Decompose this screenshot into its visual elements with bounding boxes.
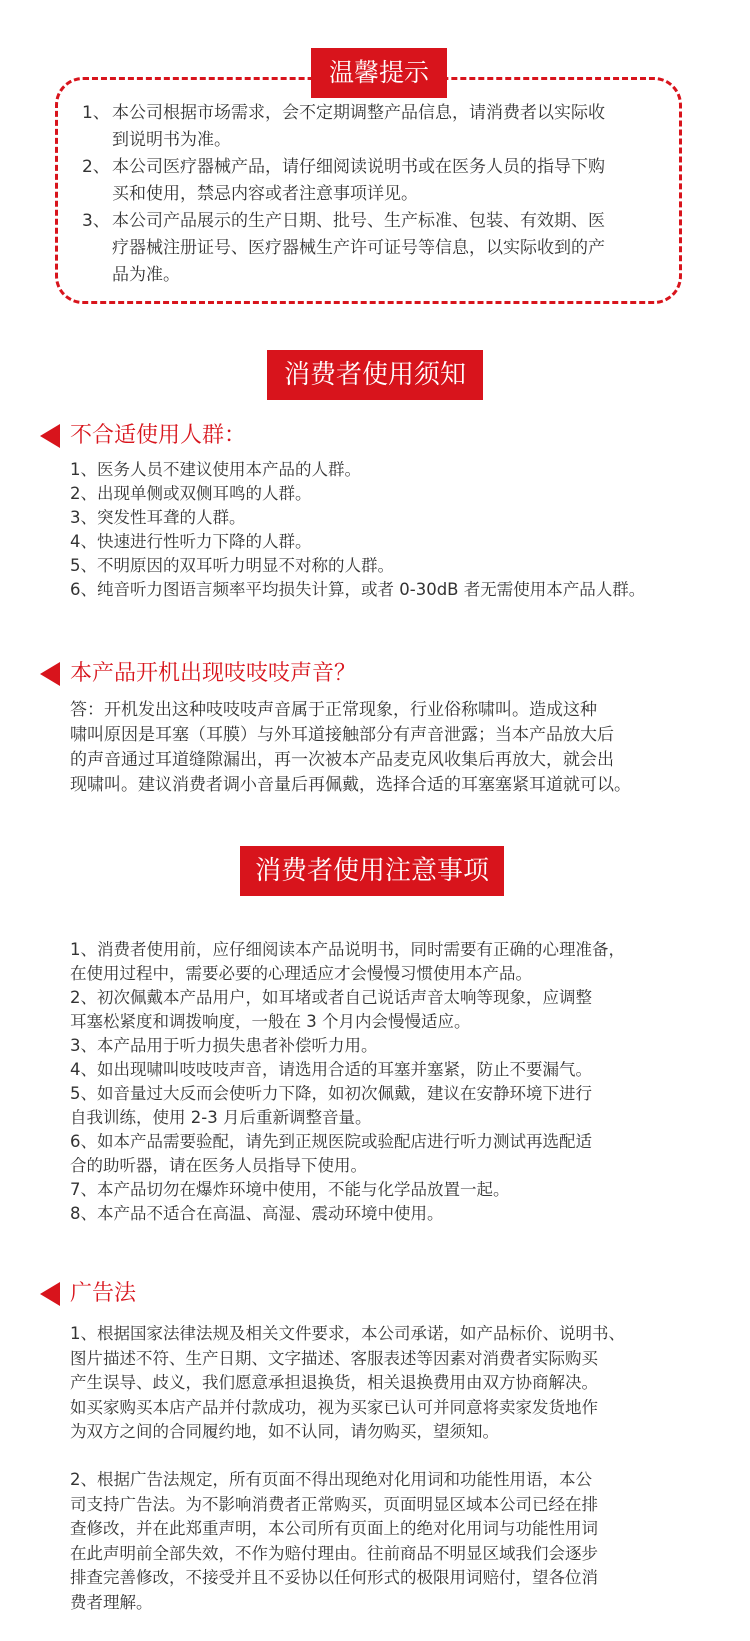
notice-item-line: 品为准。	[112, 265, 180, 285]
paragraph-line: 1、根据国家法律法规及相关文件要求，本公司承诺，如产品标价、说明书、	[70, 1324, 625, 1343]
paragraph-line: 为双方之间的合同履约地，如不认同，请勿购买，望须知。	[70, 1422, 499, 1441]
notice-item-number: 1、	[82, 103, 110, 123]
notice-item-line: 本公司根据市场需求，会不定期调整产品信息，请消费者以实际收	[112, 103, 605, 123]
answer-line: 啸叫原因是耳塞（耳膜）与外耳道接触部分有声音泄露；当本产品放大后	[70, 725, 614, 745]
notice-item-line: 到说明书为准。	[112, 130, 231, 150]
paragraph-line: 排查完善修改，不接受并且不妥协以任何形式的极限用词赔付，望各位消	[70, 1568, 598, 1587]
caution-line: 8、本产品不适合在高温、高湿、震动环境中使用。	[70, 1204, 444, 1223]
caution-line: 在使用过程中，需要必要的心理适应才会慢慢习惯使用本产品。	[70, 964, 532, 983]
notice-item-line: 本公司医疗器械产品，请仔细阅读说明书或在医务人员的指导下购	[112, 157, 605, 177]
caution-line: 5、如音量过大反而会使听力下降，如初次佩戴，建议在安静环境下进行	[70, 1084, 592, 1103]
cautions-list	[70, 938, 625, 1226]
caution-line: 耳塞松紧度和调拨响度，一般在 3 个月内会慢慢适应。	[70, 1012, 471, 1031]
caution-line: 7、本产品切勿在爆炸环境中使用，不能与化学品放置一起。	[70, 1180, 510, 1199]
notice-item	[82, 208, 662, 289]
list-item: 3、突发性耳聋的人群。	[70, 508, 246, 527]
paragraph-line: 图片描述不符、生产日期、文字描述、客服表述等因素对消费者实际购买	[70, 1348, 598, 1368]
ad-law-header	[40, 1279, 136, 1309]
unsuitable-list	[70, 458, 645, 602]
ad-law-paragraph-2	[70, 1468, 598, 1615]
notice-item-number: 3、	[82, 211, 110, 231]
usage-title: 消费者使用须知	[267, 350, 483, 400]
caution-line: 1、消费者使用前，应仔细阅读本产品说明书，同时需要有正确的心理准备，	[70, 940, 625, 959]
left-triangle-icon	[40, 424, 60, 448]
caution-line: 4、如出现啸叫吱吱吱声音，请选用合适的耳塞并塞紧，防止不要漏气。	[70, 1060, 592, 1079]
notice-item	[82, 100, 662, 154]
answer-line: 现啸叫。建议消费者调小音量后再佩戴，选择合适的耳塞塞紧耳道就可以。	[70, 775, 631, 795]
cautions-title: 消费者使用注意事项	[240, 846, 504, 896]
notice-item	[82, 154, 662, 208]
list-item: 4、快速进行性听力下降的人群。	[70, 532, 312, 551]
notice-item-line: 疗器械注册证号、医疗器械生产许可证号等信息，以实际收到的产	[112, 238, 605, 258]
paragraph-line: 费者理解。	[70, 1592, 153, 1612]
notice-item-number: 2、	[82, 157, 110, 177]
list-item: 2、出现单侧或双侧耳鸣的人群。	[70, 484, 312, 503]
squeal-answer	[70, 698, 631, 798]
notice-title: 温馨提示	[311, 48, 447, 98]
caution-line: 合的助听器，请在医务人员指导下使用。	[70, 1156, 367, 1175]
left-triangle-icon	[40, 662, 60, 686]
paragraph-line: 在此声明前全部失效，不作为赔付理由。往前商品不明显区域我们会逐步	[70, 1543, 598, 1563]
left-triangle-icon	[40, 1282, 60, 1306]
list-item: 5、不明原因的双耳听力明显不对称的人群。	[70, 556, 394, 575]
squeal-title: 本产品开机出现吱吱吱声音？	[70, 661, 357, 686]
notice-list	[82, 100, 662, 289]
ad-law-title: 广告法	[70, 1281, 137, 1306]
ad-law-paragraph-1	[70, 1322, 625, 1445]
paragraph-line: 2、根据广告法规定，所有页面不得出现绝对化用词和功能性用语，本公	[70, 1470, 592, 1489]
answer-line: 的声音通过耳道缝隙漏出，再一次被本产品麦克风收集后再放大，就会出	[70, 750, 614, 770]
unsuitable-header	[40, 421, 246, 451]
paragraph-line: 如买家购买本店产品并付款成功，视为买家已认可并同意将卖家发货地作	[70, 1397, 598, 1417]
caution-line: 2、初次佩戴本产品用户，如耳堵或者自己说话声音太响等现象，应调整	[70, 988, 592, 1007]
caution-line: 6、如本产品需要验配，请先到正规医院或验配店进行听力测试再选配适	[70, 1132, 592, 1151]
unsuitable-title: 不合适使用人群：	[70, 423, 247, 448]
paragraph-line: 产生误导、歧义，我们愿意承担退换货，相关退换费用由双方协商解决。	[70, 1373, 598, 1392]
paragraph-line: 查修改，并在此郑重声明，本公司所有页面上的绝对化用词与功能性用词	[70, 1519, 598, 1538]
list-item: 6、纯音听力图语言频率平均损失计算，或者 0-30dB 者无需使用本产品人群。	[70, 580, 646, 599]
squeal-header	[40, 659, 356, 689]
caution-line: 自我训练，使用 2-3 月后重新调整音量。	[70, 1108, 372, 1127]
answer-line: 答：开机发出这种吱吱吱声音属于正常现象，行业俗称啸叫。造成这种	[70, 700, 597, 720]
notice-item-line: 本公司产品展示的生产日期、批号、生产标准、包装、有效期、医	[112, 211, 605, 231]
notice-item-line: 买和使用，禁忌内容或者注意事项详见。	[112, 184, 418, 204]
paragraph-line: 司支持广告法。为不影响消费者正常购买，页面明显区域本公司已经在排	[70, 1494, 598, 1514]
list-item: 1、医务人员不建议使用本产品的人群。	[70, 460, 361, 479]
caution-line: 3、本产品用于听力损失患者补偿听力用。	[70, 1036, 378, 1055]
